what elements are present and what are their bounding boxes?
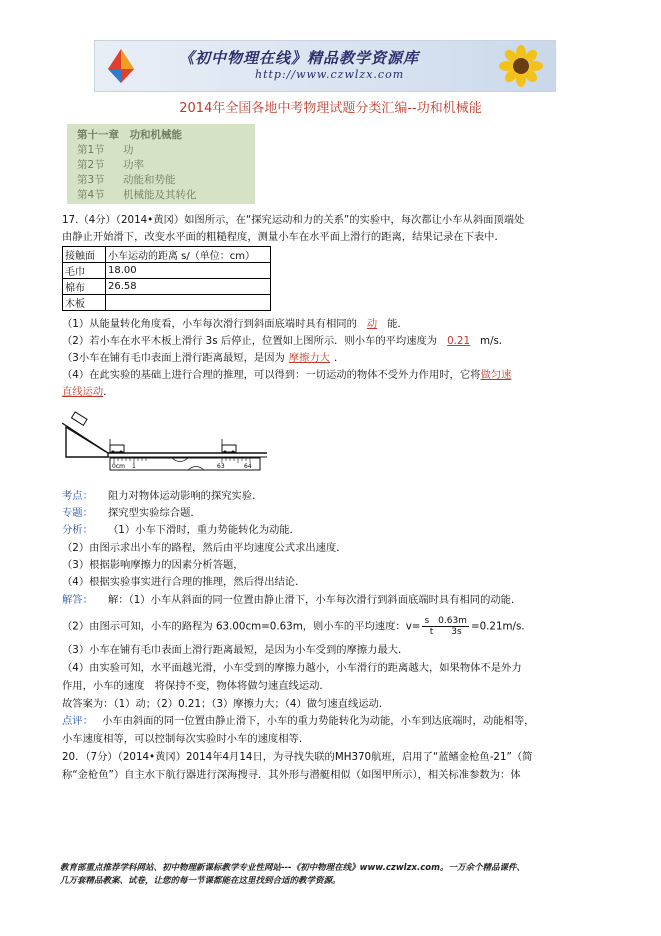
site-logo-icon: [101, 45, 141, 87]
site-banner: [94, 40, 556, 92]
answer-blank: 动: [366, 318, 378, 330]
toc-chapter: 第十一章 功和机械能: [77, 129, 182, 141]
jieda-label: 解答：: [62, 594, 93, 606]
q17-part4-cont: 直线运动．: [62, 386, 114, 398]
dianping-label: 点评：: [62, 715, 93, 727]
q17-part3: （3小车在铺有毛巾表面上滑行距离最短，是因为 摩擦力大 ．: [62, 352, 345, 364]
answer-blank: 0.21: [447, 335, 471, 347]
final-answer: 故答案为：（1）动；（2）0.21；（3）摩擦力大；（4）做匀速直线运动．: [62, 698, 390, 710]
toc-row: 第2节 功率: [77, 159, 144, 171]
table-row: [63, 295, 271, 311]
fenxi-line: （2）由图示求出小车的路程，然后由平均速度公式求出速度．: [62, 542, 347, 554]
toc-row: 第1节 功: [77, 144, 134, 156]
banner-title: 《初中物理在线》精品教学资源库: [179, 49, 420, 67]
table-cell: 木板: [63, 295, 106, 311]
q17-intro-line1: 17.（4分）（2014•黄冈）如图所示，在“探究运动和力的关系”的实验中，每次都让小车从斜面顶端处: [62, 214, 525, 226]
ruler-label-one: 1: [132, 463, 136, 470]
jieda-line-4b: 作用，小车的速度 将保持不变，物体将做匀速直线运动．: [62, 680, 330, 692]
jieda-line-2: （2）由图示可知，小车的路程为 63.00cm=0.63m，则小车的平均速度：v= $\frac{s 0.63m}{t 3s}$ =0.21m/s．: [62, 616, 532, 637]
jieda-line-3: （3）小车在铺有毛巾表面上滑行距离最短，是因为小车受到的摩擦力最大．: [62, 644, 409, 656]
table-cell: [106, 295, 271, 311]
table-header-cell: 接触面: [63, 247, 106, 263]
q17-intro-line2: 由静止开始滑下，改变水平面的粗糙程度，测量小车在水平面上滑行的距离，结果记录在下表中．: [62, 231, 505, 243]
toc-row: 第4节 机械能及其转化: [77, 189, 197, 201]
zhuanti-row: 专题： 探究型实验综合题．: [62, 505, 201, 522]
footer-line-2: 几万套精品教案、试卷，让您的每一节课都能在这里找到合适的教学资源。: [60, 876, 341, 886]
ruler-label-zero: 0cm: [112, 463, 125, 470]
footer-line-1: 教育部重点推荐学科网站、初中物理新课标教学专业性网站---《初中物理在线》www.czwlzx.com。一万余个精品课件、: [60, 863, 525, 873]
q17-part4: （4）在此实验的基础上进行合理的推理，可以得到：一切运动的物体不受外力作用时，它将做匀速: [62, 369, 512, 381]
sunflower-icon: [493, 45, 549, 87]
table-cell: 26.58: [106, 279, 271, 295]
table-row: [63, 263, 271, 279]
fenxi-label: 分析：: [62, 524, 93, 536]
jieda-line-4a: （4）由实验可知，水平面越光滑，小车受到的摩擦力越小，小车滑行的距离越大，如果物体不是外力: [62, 662, 522, 674]
dianping-row: 点评： 小车由斜面的同一位置由静止滑下，小车的重力势能转化为动能，小车到达底端时，动能相等，: [62, 713, 534, 730]
results-table: [62, 246, 271, 311]
table-cell: 棉布: [63, 279, 106, 295]
banner-url[interactable]: http://www.czwlzx.com: [255, 68, 405, 81]
ruler-label-63: 63: [217, 463, 225, 470]
cart-on-ramp-icon: [71, 412, 87, 425]
dianping-line-2: 小车速度相等，可以控制每次实验时小车的速度相等．: [62, 733, 310, 745]
q17-part2: （2）若小车在水平木板上滑行 3s 后停止，位置如上图所示．则小车的平均速度为 0.21 m/s．: [62, 335, 510, 347]
kaodian-label: 考点：: [62, 490, 93, 502]
ruler-label-64: 64: [244, 463, 252, 470]
fenxi-line: （4）根据实验事实进行合理的推理，然后得出结论．: [62, 576, 306, 588]
q20-line2: 称“金枪鱼”）自主水下航行器进行深海搜寻．其外形与潜艇相似（如图甲所示），相关标准参数为：体: [62, 769, 521, 781]
answer-blank: 直线运动: [62, 386, 104, 398]
kaodian-row: 考点： 阻力对物体运动影响的探究实验．: [62, 488, 262, 505]
table-header-cell: 小车运动的距离 s/（单位：cm）: [106, 247, 271, 263]
fenxi-row: 分析： （1）小车下滑时，重力势能转化为动能．: [62, 522, 300, 539]
toc-row: 第3节 动能和势能: [77, 174, 176, 186]
jieda-row: 解答： 解：（1）小车从斜面的同一位置由静止滑下，小车每次滑行到斜面底端时具有相同的动能．: [62, 592, 521, 609]
answer-blank: 做匀速: [480, 369, 512, 381]
velocity-fraction: $\frac{s 0.63m}{t 3s}$: [424, 616, 467, 637]
table-row: [63, 279, 271, 295]
q20-line1: 20．（7分）（2014•黄冈）2014年4月14日，为寻找失联的MH370航班，启用了“蓝鳍金枪鱼-21”（简: [62, 751, 533, 763]
answer-blank: 摩擦力大: [288, 352, 330, 364]
table-header-row: [63, 247, 271, 263]
page-footer: [60, 862, 620, 888]
table-cell: 毛巾: [63, 263, 106, 279]
zhuanti-label: 专题：: [62, 507, 93, 519]
fenxi-line: （3）根据影响摩擦力的因素分析答题，: [62, 559, 244, 571]
q17-part1: （1）从能量转化角度看，小车每次滑行到斜面底端时具有相同的 动 能．: [62, 318, 408, 330]
chapter-toc: [67, 124, 255, 204]
table-cell: 18.00: [106, 263, 271, 279]
ramp-experiment-figure: [62, 405, 272, 475]
document-title: 2014年全国各地中考物理试题分类汇编--功和机械能: [179, 101, 482, 116]
